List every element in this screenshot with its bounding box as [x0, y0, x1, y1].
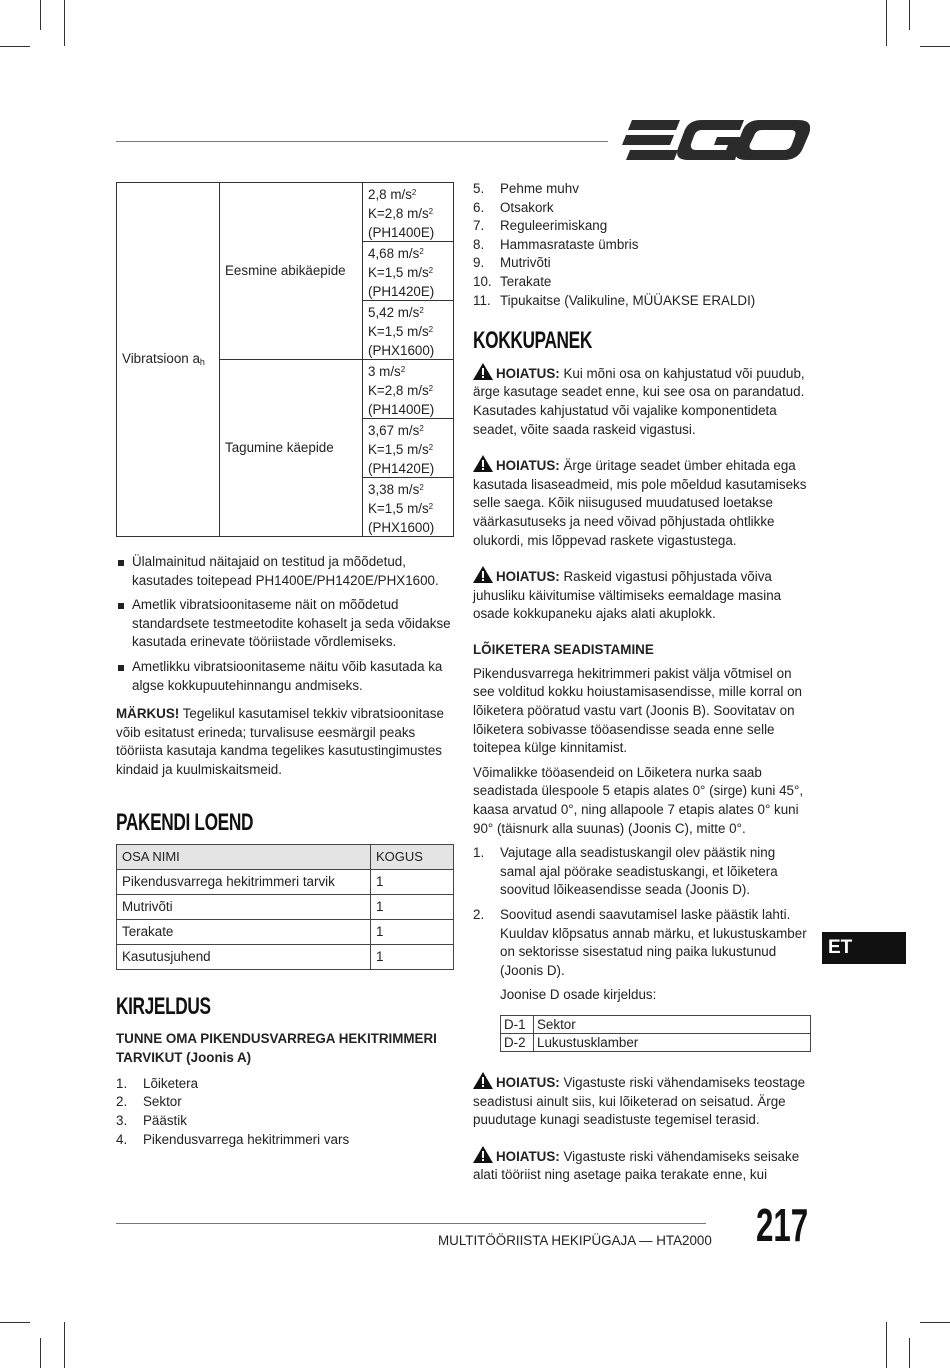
ego-logo — [622, 118, 810, 162]
warning-paragraph: HOIATUS: Vigastuste riski vähendamiseks teostage seadistusi ainult siis, kui lõiketerad on seisatud. Ärge puudutage kunagi seadistuste tegemisel terasid. — [473, 1072, 813, 1130]
rear-handle-label: Tagumine käepide — [220, 360, 363, 537]
kirjeldus-heading: KIRJELDUS — [116, 993, 211, 1021]
header-rule — [116, 141, 608, 142]
list-item: 2. Sektor — [116, 1094, 182, 1110]
warning-paragraph: HOIATUS: Kui mõni osa on kahjustatud või puudub, ärge kasutage seadet enne, kui see osa on parandatud. Kasutades kahjustatud või vajalike komponentideta seadet, võite saada raskeid vigastusi. — [473, 363, 813, 439]
vibration-row-label: Vibratsioon $a_h$ — [117, 183, 220, 537]
table-row — [501, 1015, 811, 1033]
cell: Pikendusvarrega hekitrimmeri tarvik — [117, 870, 371, 895]
list-item: Ülalmainitud näitajaid on testitud ja mõõdetud, kasutades toitepead PH1400E/PH1420E/PHX1600. — [116, 553, 454, 590]
warning-paragraph: HOIATUS: Ärge üritage seadet ümber ehitada ega kasutada lisaseadmeid, mis pole mõeldud kasutamiseks selle saega. Kõik niisugused muudatused loetakse väärkasutuseks ja need võivad põhjustada ohtlikke olukordi, mis lõppevad raskete vigastustega. — [473, 455, 813, 550]
list-item: 6. Otsakork — [473, 199, 554, 215]
body-paragraph: Võimalikke tööasendeid on Lõiketera nurka saab seadistada ülespoole 5 etapis alates 0° (sirge) kuni 45°, kaasa arvatud 0°, ning allapoole 7 etapis alates 0° kuni 90° (täisnurk alla suunas) (Joonis C), mitte 0°. — [473, 764, 804, 836]
crop-mark — [64, 1322, 65, 1368]
crop-mark — [886, 0, 887, 46]
cell: D-1 — [501, 1015, 534, 1033]
cell: Sektor — [534, 1015, 811, 1033]
warning-paragraph: HOIATUS: Vigastuste riski vähendamiseks seisake alati tööriist ning asetage paika terakate enne, kui — [473, 1146, 813, 1185]
crop-mark — [920, 1322, 950, 1323]
warning-paragraph: HOIATUS: Raskeid vigastusi põhjustada võiva juhusliku käivitumise vältimiseks eemaldage masina osade kokkupaneku ajaks alati akuplokk. — [473, 566, 813, 624]
crop-mark — [0, 46, 30, 47]
crop-mark — [920, 46, 950, 47]
table-row — [117, 945, 454, 970]
table-row — [117, 895, 454, 920]
table-row — [117, 920, 454, 945]
package-contents-table — [116, 844, 454, 970]
list-item: 2. Soovitud asendi saavutamisel laske päästik lahti. Kuuldav klõpsatus annab märku, et lukustuskamber on sektorisse sisestatud ning paika lukustunud (Joonis D). — [473, 907, 807, 978]
cell: 1 — [371, 945, 454, 970]
crop-mark — [40, 1338, 41, 1368]
vibration-table — [116, 182, 454, 537]
figure-d-table — [500, 1015, 811, 1052]
list-item: 1. Vajutage alla seadistuskangil olev päästik ning samal ajal pöörake seadistuskangi, et lõiketera soovitud lõikeasendisse seada (Joonis D). — [473, 845, 778, 898]
steps-list — [473, 844, 813, 980]
list-item: 10. Terakate — [473, 273, 552, 289]
column-header: OSA NIMI — [117, 845, 371, 870]
crop-mark — [909, 0, 910, 30]
right-column — [473, 180, 813, 1185]
crop-mark — [886, 1322, 887, 1368]
list-item: 9. Mutrivõti — [473, 255, 551, 271]
list-item: 7. Reguleerimiskang — [473, 218, 608, 234]
list-item: 4. Pikendusvarrega hekitrimmeri vars — [116, 1131, 350, 1147]
list-item: 1. Lõiketera — [116, 1075, 199, 1091]
parts-list-right — [473, 180, 813, 310]
footer-rule — [116, 1223, 706, 1224]
vibration-cell: 3,38 $m/s^2$ K=1,5 $m/s^2$ (PHX1600) — [363, 478, 454, 537]
warning-icon — [473, 455, 493, 472]
cell: D-2 — [501, 1033, 534, 1051]
cell: Kasutusjuhend — [117, 945, 371, 970]
body-paragraph: Pikendusvarrega hekitrimmeri pakist välja võtmisel on see volditud kokku hoiustamisasendisse, mille korral on lõiketera pööratud vastu vart (Joonis B). Soovitatav on lõiketera sobivasse tööasendisse seada enne selle toitepea külge kinnitamist. — [473, 665, 802, 756]
pakendi-loend-heading: PAKENDI LOEND — [116, 808, 254, 836]
front-handle-label: Eesmine abikäepide — [220, 183, 363, 360]
cell: 1 — [371, 895, 454, 920]
kirjeldus-subheading: TUNNE OMA PIKENDUSVARREGA HEKITRIMMERI TARVIKUT (Joonis A) — [116, 1030, 437, 1065]
warning-icon — [473, 566, 493, 583]
list-item: 8. Hammasrataste ümbris — [473, 236, 639, 252]
kokkupanek-heading: KOKKUPANEK — [473, 327, 592, 355]
list-item: Ametlik vibratsioonitaseme näit on mõõdetud standardsete testmeetodite kohaselt ja seda võidakse kasutada erinevate tööriistade võrdlemiseks. — [116, 596, 454, 652]
cell: Lukustusklamber — [534, 1033, 811, 1051]
vibration-cell: 3,67 $m/s^2$ K=1,5 $m/s^2$ (PH1420E) — [363, 419, 454, 478]
note-label: MÄRKUS! — [116, 706, 180, 722]
vibration-cell: 5,42 $m/s^2$ K=1,5 $m/s^2$ (PHX1600) — [363, 301, 454, 360]
note-paragraph — [116, 705, 454, 779]
table-row — [501, 1033, 811, 1051]
list-item: 3. Päästik — [116, 1112, 187, 1128]
crop-mark — [909, 1338, 910, 1368]
note-text: Tegelikul kasutamisel tekkiv vibratsioonitase võib esitatust erineda; turvalisuse eesmärgil peaks tööriista kasutaja kandma tegelikes kasutustingimustes kindaid ja kuulmiskaitsmeid. — [116, 706, 444, 777]
list-item: Ametlikku vibratsioonitaseme näitu võib kasutada ka algse kokkupuutehinnangu andmiseks. — [116, 658, 454, 695]
warning-icon — [473, 363, 493, 380]
cell: 1 — [371, 920, 454, 945]
figure-caption: Joonise D osade kirjeldus: — [500, 987, 657, 1003]
table-row — [117, 870, 454, 895]
language-tab: ET — [822, 932, 906, 964]
page-number: 217 — [756, 1199, 809, 1251]
cell: Mutrivõti — [117, 895, 371, 920]
list-item: 5. Pehme muhv — [473, 181, 579, 196]
vibration-cell: 3 $m/s^2$ K=2,8 $m/s^2$ (PH1400E) — [363, 360, 454, 419]
vibration-cell: 2,8 $m/s^2$ K=2,8 $m/s^2$ (PH1400E) — [363, 183, 454, 242]
crop-mark — [40, 0, 41, 30]
left-column — [116, 182, 454, 1149]
cell: Terakate — [117, 920, 371, 945]
warning-icon — [473, 1146, 493, 1163]
vibration-notes-list — [116, 553, 454, 695]
warning-icon — [473, 1072, 493, 1089]
footer-title: MULTITÖÖRIISTA HEKIPÜGAJA — HTA2000 — [438, 1233, 712, 1248]
crop-mark — [0, 1322, 30, 1323]
seadistamine-heading: LÕIKETERA SEADISTAMINE — [473, 641, 654, 657]
list-item: 11. Tipukaitse (Valikuline, MÜÜAKSE ERALDI) — [473, 292, 756, 308]
parts-list-left — [116, 1075, 454, 1149]
vibration-cell: 4,68 $m/s^2$ K=1,5 $m/s^2$ (PH1420E) — [363, 242, 454, 301]
cell: 1 — [371, 870, 454, 895]
crop-mark — [64, 0, 65, 46]
column-header: KOGUS — [371, 845, 454, 870]
